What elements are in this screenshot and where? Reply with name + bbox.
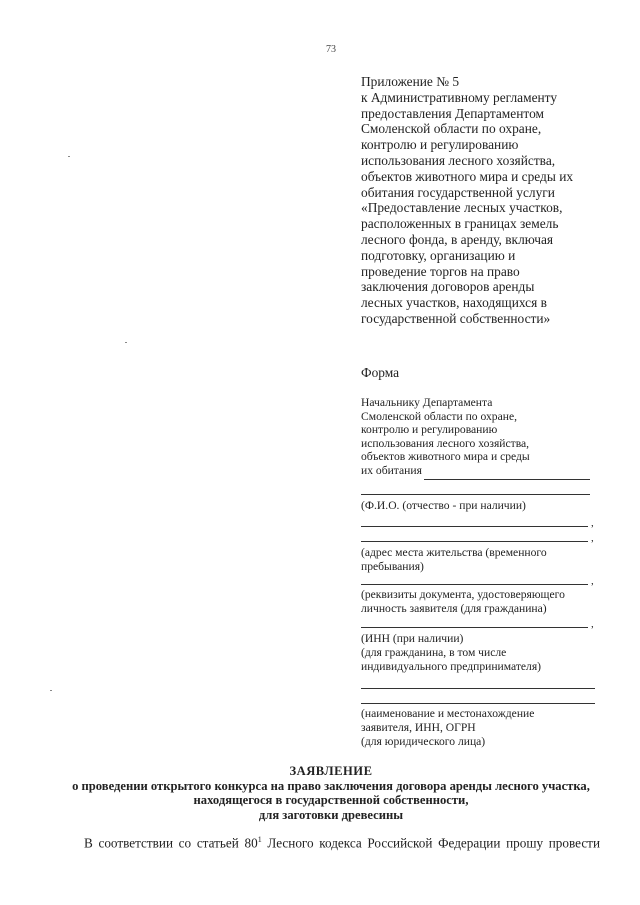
org-caption-line: заявителя, ИНН, ОГРН bbox=[361, 721, 476, 734]
id-doc-caption bbox=[361, 588, 565, 616]
appendix-line: использования лесного хозяйства, bbox=[361, 152, 556, 168]
statement-subtitle-line: для заготовки древесины bbox=[258, 807, 404, 822]
appendix-line: лесного фонда, в аренду, включая bbox=[361, 231, 554, 247]
addressee-line: контролю и регулированию bbox=[361, 423, 498, 437]
id-doc-caption-line: (реквизиты документа, удостоверяющего bbox=[361, 588, 565, 601]
appendix-line: проведение торгов на право bbox=[361, 263, 520, 279]
appendix-header bbox=[361, 74, 573, 327]
addressee-line: Смоленской области по охране, bbox=[361, 409, 517, 423]
address-blank-line-2 bbox=[361, 541, 588, 542]
body-text-rest: Лесного кодекса Российской Федерации прошу провести bbox=[261, 835, 600, 851]
org-caption-line: (для юридического лица) bbox=[361, 735, 486, 748]
address-caption bbox=[361, 546, 547, 574]
appendix-line: Смоленской области по охране, bbox=[361, 121, 542, 137]
id-doc-caption-line: личность заявителя (для гражданина) bbox=[361, 602, 547, 615]
addressee-line: их обитания bbox=[361, 463, 422, 477]
inn-caption bbox=[361, 632, 541, 674]
org-blank-line-2 bbox=[361, 703, 595, 704]
fio-blank-line bbox=[361, 494, 590, 495]
appendix-line: лесных участков, находящихся в bbox=[361, 295, 547, 311]
obitaniya-blank-line bbox=[424, 479, 590, 480]
form-label: Форма bbox=[361, 365, 400, 380]
addressee-line: Начальнику Департамента bbox=[361, 396, 493, 409]
statement-subtitle-line: о проведении открытого конкурса на право заключения договора аренды лесного участка, bbox=[72, 778, 590, 793]
id-doc-blank-line bbox=[361, 584, 588, 585]
scan-speck bbox=[50, 690, 52, 691]
org-blank-line-1 bbox=[361, 688, 595, 689]
appendix-line: к Административному регламенту bbox=[361, 89, 558, 105]
appendix-line: обитания государственной услуги bbox=[361, 184, 555, 200]
appendix-line: Приложение № 5 bbox=[361, 74, 460, 89]
statement-subtitle-line: находящегося в государственной собственности, bbox=[193, 793, 469, 808]
appendix-line: государственной собственности» bbox=[361, 310, 551, 326]
statement-title: ЗАЯВЛЕНИЕ bbox=[289, 764, 373, 778]
page-number: 73 bbox=[326, 44, 336, 55]
address-blank-line-1 bbox=[361, 526, 588, 527]
appendix-line: расположенных в границах земель bbox=[361, 216, 559, 232]
statement-title-block bbox=[0, 764, 640, 822]
addressee-line: объектов животного мира и среды bbox=[361, 450, 530, 464]
body-paragraph bbox=[60, 835, 600, 851]
fio-caption: (Ф.И.О. (отчество - при наличии) bbox=[361, 499, 526, 512]
appendix-line: заключения договоров аренды bbox=[361, 279, 535, 295]
appendix-line: предоставления Департаментом bbox=[361, 105, 544, 121]
body-text-start: В соответствии со статьей 80 bbox=[84, 835, 258, 851]
scan-speck bbox=[68, 156, 70, 157]
inn-caption-line: индивидуального предпринимателя) bbox=[361, 660, 542, 673]
comma: , bbox=[591, 618, 594, 630]
appendix-line: «Предоставление лесных участков, bbox=[361, 200, 563, 216]
addressee-line: использования лесного хозяйства, bbox=[361, 436, 530, 450]
comma: , bbox=[591, 575, 594, 587]
appendix-line: подготовку, организацию и bbox=[361, 247, 516, 263]
org-caption-line: (наименование и местонахождение bbox=[361, 707, 535, 720]
appendix-line: объектов животного мира и среды их bbox=[361, 168, 574, 184]
inn-blank-line bbox=[361, 627, 588, 628]
address-caption-line: (адрес места жительства (временного bbox=[361, 546, 547, 559]
inn-caption-line: (ИНН (при наличии) bbox=[361, 632, 464, 645]
comma: , bbox=[591, 532, 594, 544]
appendix-line: контролю и регулированию bbox=[361, 137, 519, 153]
comma: , bbox=[591, 517, 594, 529]
addressee-block bbox=[361, 396, 530, 478]
org-caption bbox=[361, 707, 534, 749]
address-caption-line: пребывания) bbox=[361, 560, 424, 573]
inn-caption-line: (для гражданина, в том числе bbox=[361, 646, 507, 659]
scan-speck bbox=[125, 342, 127, 343]
footnote-superscript: 1 bbox=[257, 835, 262, 844]
